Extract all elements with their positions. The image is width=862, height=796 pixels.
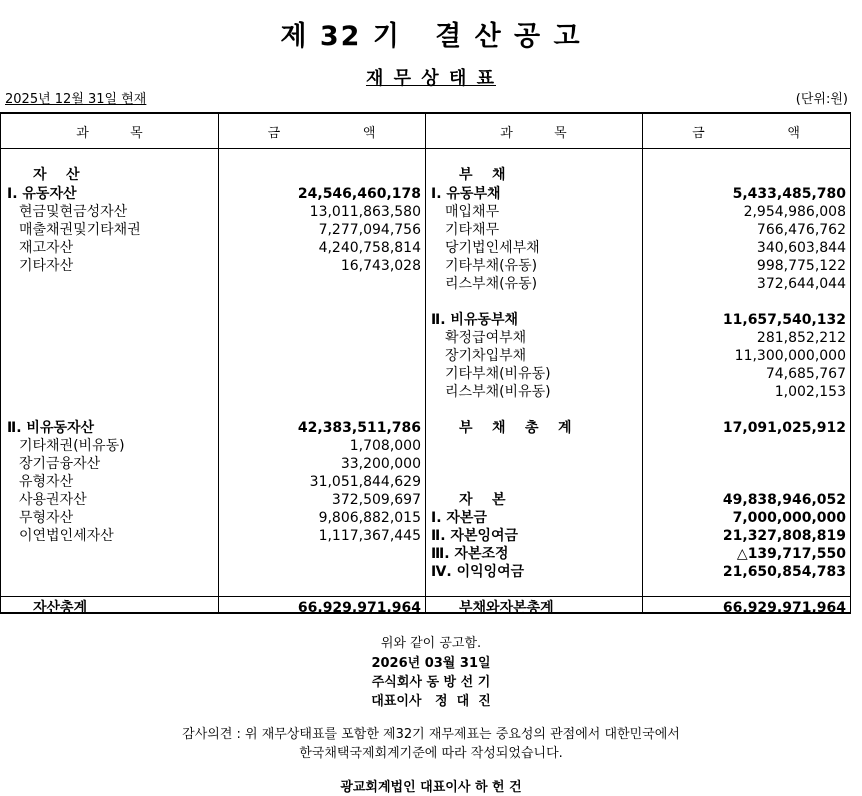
unit-label: (단위:원) xyxy=(795,92,848,107)
equity-item-amount: 7,000,000,000 xyxy=(732,510,846,526)
equity-item-label: Ⅳ. 이익잉여금 xyxy=(431,564,525,580)
liability-item-label: 리스부채(유동) xyxy=(445,276,538,292)
balance-sheet-table xyxy=(0,112,851,614)
liability-item-amount: 372,644,044 xyxy=(756,276,846,292)
liability-item-amount: 340,603,844 xyxy=(756,240,846,256)
header-right-amount: 금 액 xyxy=(692,126,800,141)
liability-item-label: 기타부채(비유동) xyxy=(445,366,551,382)
noncurrent-liabilities-amount: 11,657,540,132 xyxy=(722,312,846,328)
asset-item-label: 현금및현금성자산 xyxy=(19,204,128,220)
liability-item-amount: 2,954,986,008 xyxy=(743,204,846,220)
page-title: 제 32 기 결 산 공 고 xyxy=(280,21,582,52)
liability-item-label: 당기법인세부채 xyxy=(445,240,540,256)
asset-item-label: 유형자산 xyxy=(19,474,74,490)
asset-item-amount: 4,240,758,814 xyxy=(318,240,421,256)
liability-item-amount: 11,300,000,000 xyxy=(734,348,846,364)
liabilities-title: 부 채 xyxy=(459,167,506,183)
liabilities-equity-total-label: 부채와자본총계 xyxy=(459,600,554,616)
equity-item-amount: 21,650,854,783 xyxy=(722,564,846,580)
auditor-name: 광교회계법인 대표이사 하 헌 건 xyxy=(340,780,522,795)
asset-item-amount: 33,200,000 xyxy=(340,456,421,472)
liability-item-label: 매입채무 xyxy=(445,204,500,220)
liability-item-label: 장기차입부채 xyxy=(445,348,527,364)
header-left-subject: 과 목 xyxy=(76,126,143,141)
liability-item-label: 기타채무 xyxy=(445,222,500,238)
asset-item-amount: 31,051,844,629 xyxy=(309,474,421,490)
equity-amount: 49,838,946,052 xyxy=(722,492,846,508)
liability-item-amount: 1,002,153 xyxy=(774,384,846,400)
liability-item-amount: 998,775,122 xyxy=(756,258,846,274)
noncurrent-liabilities-label: Ⅱ. 비유동부채 xyxy=(431,312,519,328)
asset-item-amount: 372,509,697 xyxy=(331,492,421,508)
assets-title: 자 산 xyxy=(33,167,80,183)
asset-item-label: 사용권자산 xyxy=(19,492,87,508)
liability-item-amount: 281,852,212 xyxy=(756,330,846,346)
company-name: 주식회사 동 방 선 기 xyxy=(371,675,491,690)
assets-total-amount: 66,929,971,964 xyxy=(297,600,421,616)
notice-date: 2026년 03월 31일 xyxy=(371,656,491,671)
asset-item-amount: 9,806,882,015 xyxy=(318,510,421,526)
assets-total-label: 자산총계 xyxy=(33,600,88,616)
asset-item-label: 무형자산 xyxy=(19,510,74,526)
noncurrent-assets-amount: 42,383,511,786 xyxy=(297,420,421,436)
asset-item-label: 매출채권및기타채권 xyxy=(19,222,141,238)
current-liabilities-label: Ⅰ. 유동부채 xyxy=(431,186,501,202)
audit-opinion-line2: 한국채택국제회계기준에 따라 작성되었습니다. xyxy=(299,746,563,761)
liability-item-label: 리스부채(비유동) xyxy=(445,384,551,400)
equity-title: 자 본 xyxy=(459,492,506,508)
liability-item-label: 기타부채(유동) xyxy=(445,258,538,274)
noncurrent-assets-label: Ⅱ. 비유동자산 xyxy=(7,420,95,436)
audit-opinion-line1: 감사의견 : 위 재무상태표를 포함한 제32기 재무제표는 중요성의 관점에서 대한민국에서 xyxy=(182,727,680,742)
asset-item-label: 기타자산 xyxy=(19,258,74,274)
current-liabilities-amount: 5,433,485,780 xyxy=(732,186,846,202)
asset-item-label: 이연법인세자산 xyxy=(19,528,114,544)
equity-item-label: Ⅱ. 자본잉여금 xyxy=(431,528,519,544)
equity-item-label: Ⅰ. 자본금 xyxy=(431,510,487,526)
liability-item-amount: 766,476,762 xyxy=(756,222,846,238)
header-right-subject: 과 목 xyxy=(500,126,567,141)
header-divider xyxy=(1,148,850,149)
ceo-name: 대표이사 정 대 진 xyxy=(371,694,491,709)
equity-item-amount: △139,717,550 xyxy=(736,546,846,562)
column-divider xyxy=(425,114,426,612)
asset-item-amount: 13,011,863,580 xyxy=(309,204,421,220)
equity-item-label: Ⅲ. 자본조정 xyxy=(431,546,509,562)
liabilities-equity-total-amount: 66,929,971,964 xyxy=(722,600,846,616)
asset-item-label: 장기금융자산 xyxy=(19,456,101,472)
current-assets-label: Ⅰ. 유동자산 xyxy=(7,186,77,202)
notice-text: 위와 같이 공고함. xyxy=(380,636,482,651)
report-date: 2025년 12월 31일 현재 xyxy=(5,92,147,107)
liabilities-total-amount: 17,091,025,912 xyxy=(722,420,846,436)
equity-item-amount: 21,327,808,819 xyxy=(722,528,846,544)
asset-item-label: 재고자산 xyxy=(19,240,74,256)
asset-item-label: 기타채권(비유동) xyxy=(19,438,125,454)
current-assets-amount: 24,546,460,178 xyxy=(297,186,421,202)
asset-item-amount: 1,708,000 xyxy=(349,438,421,454)
liability-item-label: 확정급여부채 xyxy=(445,330,527,346)
total-divider xyxy=(1,596,850,597)
asset-item-amount: 7,277,094,756 xyxy=(318,222,421,238)
liability-item-amount: 74,685,767 xyxy=(765,366,846,382)
liabilities-total-label: 부 채 총 계 xyxy=(459,420,572,436)
statement-title: 재 무 상 태 표 xyxy=(365,68,496,89)
header-left-amount: 금 액 xyxy=(267,126,376,141)
asset-item-amount: 16,743,028 xyxy=(340,258,421,274)
asset-item-amount: 1,117,367,445 xyxy=(318,528,421,544)
